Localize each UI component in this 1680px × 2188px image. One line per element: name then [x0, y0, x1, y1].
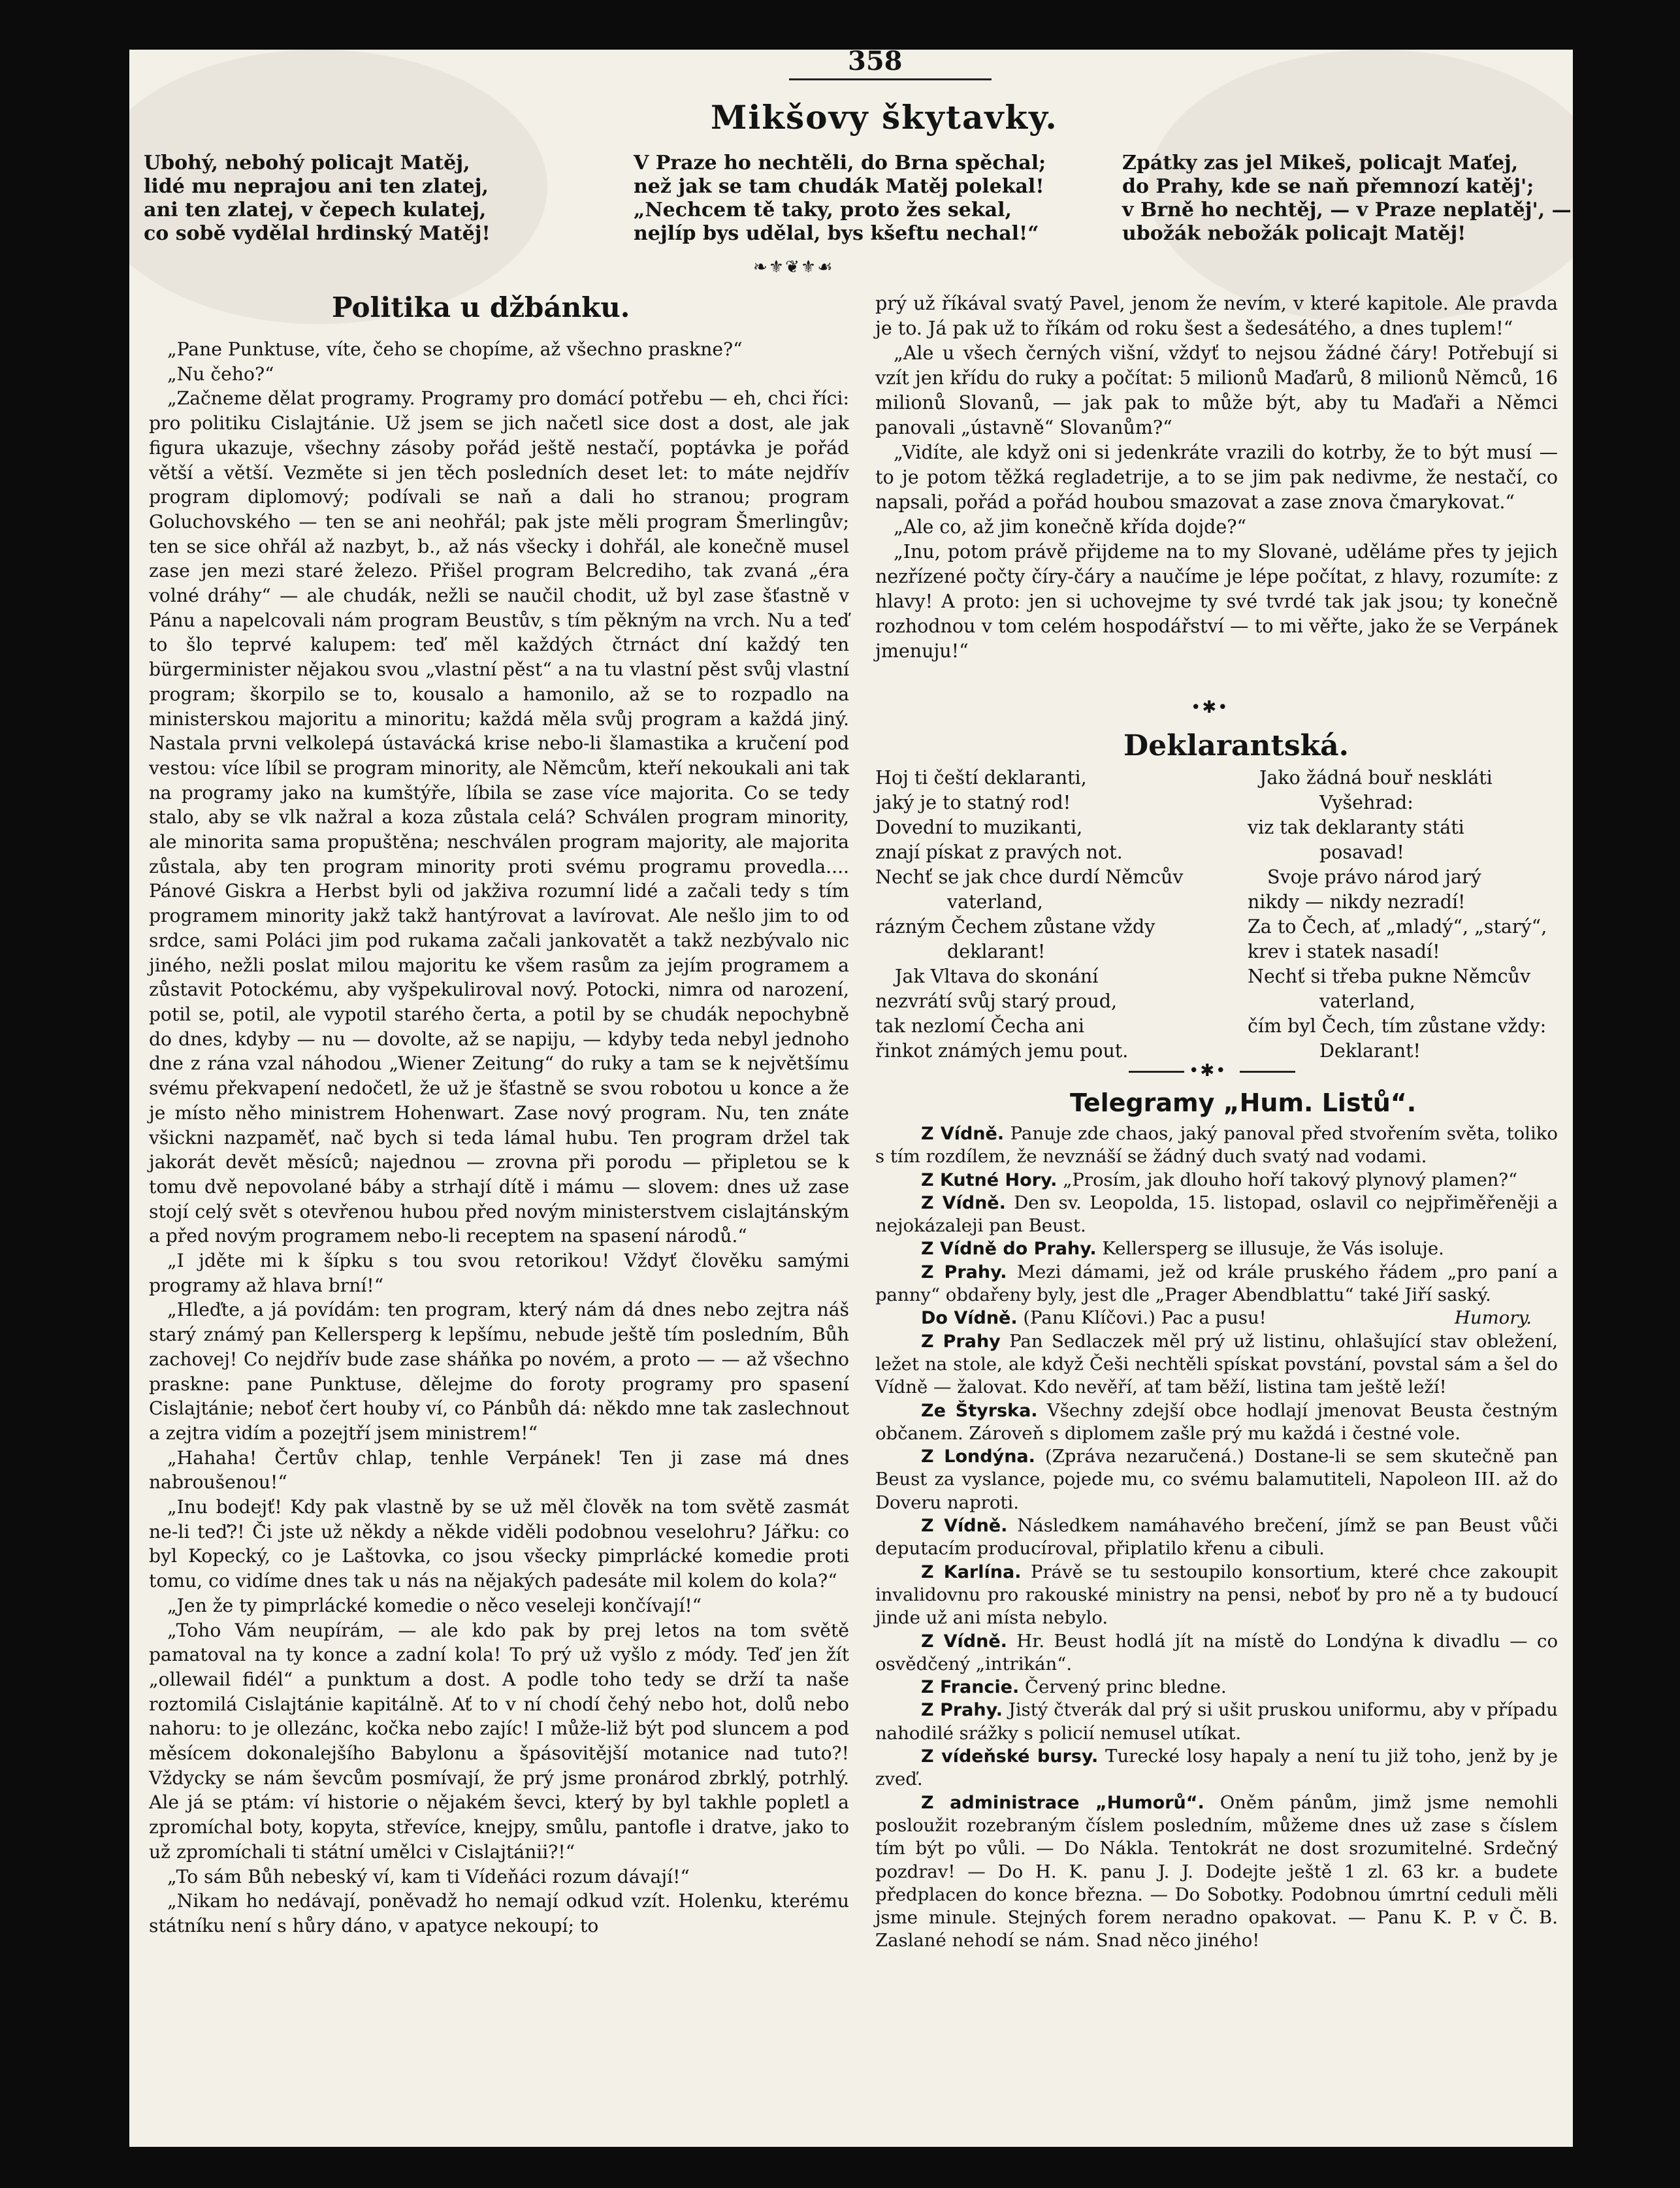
verse-line: Nechť se jak chce durdí Němcův — [875, 866, 1184, 888]
verse-line: posavad! — [1319, 841, 1404, 863]
telegram-place: Z Kutné Hory. — [921, 1169, 1058, 1190]
telegram-place: Z Prahy. — [921, 1700, 1003, 1721]
telegrams-title: Telegramy „Hum. Listů“. — [1070, 1088, 1417, 1117]
telegram-item — [875, 1261, 1558, 1307]
article-paragraph: „Nu čeho?“ — [167, 363, 274, 385]
telegram-place: Z Prahy. — [921, 1262, 1007, 1282]
telegram-place: Z Prahy — [921, 1331, 1001, 1352]
verse-line: Dovední to muzikanti, — [875, 817, 1083, 838]
telegram-item — [875, 1122, 1558, 1169]
verse-line: Jako žádná bouř neskláti — [1259, 767, 1493, 789]
verse-line: nikdy — nikdy nezradí! — [1248, 891, 1466, 913]
verse-line: deklarant! — [947, 941, 1046, 962]
telegram-text: Všechny zdejší obce hodlají jmenovat Beusta čestným občanem. Zároveň s diplomem zašle prý mu každá i čestné vole. — [875, 1399, 1558, 1444]
article-paragraph: „I jděte mi k šípku s tou svou retorikou! Vždyť člověku samými programy až hlava brní!“ — [149, 1250, 849, 1296]
telegram-place: Z Vídně. — [921, 1631, 1007, 1652]
telegram-text: Jistý čtverák dal prý si ušit pruskou uniformu, aby v případu nahodilé srážky s policií nemusel utíkat. — [875, 1699, 1558, 1744]
article-paragraph: prý už říkával svatý Pavel, jenom že nevím, v které kapitole. Ale pravda je to. Já pak už to říkám od roku šest a šedesátého, a dnes tuplem!“ — [875, 293, 1558, 339]
telegram-place: Do Vídně. — [921, 1308, 1018, 1329]
article-title: Politika u džbánku. — [332, 291, 630, 323]
divider-rule — [1240, 1071, 1295, 1073]
telegram-place: Z Londýna. — [921, 1446, 1035, 1467]
telegram-text: Oněm pánům, jimž jsme nemohli posloužit rozebraným číslem posledním, můžeme dnes už zase s číslem tím být po vůli. — Do Nákla. Tentokrát ne dost srozumitelné. Srdečný pozdrav! — Do H. K. panu J. J. Dodejte ještě 1 zl. 63 kr. a budete předplacen do konce března. — Do Sobotky. Podobnou úmrtní ceduli měli jsme minule. Stejných forem neradno opakovat. — Panu K. P. v Č. B. Zaslané nehodí se nám. Snad něco jiného! — [875, 1791, 1558, 1951]
divider-rule — [1129, 1071, 1184, 1073]
verse-line: Zpátky zas jel Mikeš, policajt Maťej, — [1122, 152, 1519, 174]
article-paragraph: „Toho Vám neupírám, — ale kdo pak by prej letos na tom světě pamatoval na ty konce a zadní kola! To prý už vyšlo z módy. Teď jen žít „ollewail fidél“ a punktum a dost. A podle toho tedy se drží ta naše roztomilá Cislajtánie kapitálně. Ať to v ní chodí čehý nebo hot, dolů nebo nahoru: to je ollezánc, kočka nebo zajíc! I může-liž být pod sluncem a pod měsícem dokonalejšího Babylonu a špásovitější motanice nad tuto?! Vždycky se nám ševcům posmívají, že prý jsme pronárod zbrklý, potrhlý. Ale já se ptám: ví historie o nějakém ševci, který by byl takhle popletl a zpromíchal boty, kopyta, střevíce, knejpy, smůlu, pantofle i dratve, jako to už zpromíchali ti státní umělci v Cislajtánii?!“ — [149, 1619, 849, 1863]
telegram-item — [875, 1445, 1558, 1514]
telegram-item — [875, 1330, 1558, 1399]
verse-line: Deklarant! — [1319, 1040, 1421, 1062]
verse-line: Za to Čech, ať „mladý“, „starý“, — [1248, 916, 1547, 938]
telegram-text: Turecké losy hapaly a není tu již toho, jenž by je zveď. — [875, 1746, 1558, 1790]
telegram-place: Z Vídně. — [921, 1124, 1005, 1144]
article-right-column — [875, 291, 1558, 664]
verse-line: nejlíp bys udělal, bys kšeftu nechal!“ — [634, 222, 1039, 245]
verse-line: jaký je to statný rod! — [875, 792, 1071, 813]
verse-line: Vyšehrad: — [1319, 792, 1413, 813]
verse-line: v Brně ho nechtěj, — v Praze neplatěj', — — [1122, 199, 1572, 221]
telegram-place: Z Francie. — [921, 1677, 1020, 1698]
article-paragraph: „Hleďte, a já povídám: ten program, který nám dá dnes nebo zejtra náš starý známý pan Kellersperg k lepšímu, nebude ještě tím posledním, Bůh zachovej! Co nejdřív bude zase sháňka po novém, a proto — — až všechno praskne: pane Punktuse, dělejme do foroty programy pro spasení Cislajtánie; neboť čert houby ví, co Pánbůh dá: někdo mne tak zaslechnout a zejtra vidím a pozejtří jsem ministrem!“ — [149, 1299, 849, 1444]
section-divider: •✱• — [1189, 1061, 1227, 1081]
verse-line: do Prahy, kde se naň přemnozí katěj'; — [1122, 175, 1534, 198]
verse-line: ubožák nebožák policajt Matěj! — [1122, 222, 1466, 245]
telegram-text: Červený princ bledne. — [1025, 1676, 1227, 1698]
telegram-place: Z Vídně do Prahy. — [921, 1239, 1097, 1260]
page-number: 358 — [848, 50, 903, 76]
article-paragraph: „Začneme dělat programy. Programy pro domácí potřebu — eh, chci říci: pro politiku Cislajtánie. Už jsem se jich načetl sice dost a dost, ale jak figura ukazuje, všechny zásoby pořád ještě nestačí, poptávka je pořád větší a větší. Vezměte si jen těch posledních deset let: to máte nejdřív program diplomový; podívali se naň a dali ho stranou; program Goluchovského — ten se ani neohřál; pak jste měli program Šmerlingův; ten se sice ohřál až nazbyt, b., až nás všecky i dohřál, ale konečně musel zase jen mezi staré železo. Přišel program Belcrediho, tak zvaná „éra volné dráhy“ — ale chudák, nežli se naučil chodit, už byl zase šťastně v Pánu a napelcovali nám program Beustův, s tím pěkným na vrch. Nu a teď to šlo teprvé kalupem: teď měl každých čtrnáct dní každý ten bürgerminister nějakou svou „vlastní pěst“ a na tu vlastní pěst svůj vlastní program; škorpilo se to, kousalo a hamonilo, až se to rozpadlo na ministerskou majoritu a minoritu; každá měla svůj program a každá jiný. Nastala prvni velkolepá ústavácká krise nebo-li šlamastika a kručení pod vestou: více líbil se program minority, ale Němcům, kteří nekoukali ani tak na programy jako na kumštýře, líbila se zase více majorita. Co se tedy stalo, aby se vlk nažral a koza zůstala celá? Schválen program minority, ale minorita sama propuštěna; neschválen program majority, ale majorita zůstala, aby ten program minority proti svému programu provedla.... Pánové Giskra a Herbst byli od jakživa rozumní lidé a začali tedy s tím programem minority jakž takž hantýrovat a lavírovat. Ale nešlo jim to od srdce, sami Poláci jim pod rukama začali jankovatět a takž nezbývalo nic jiného, nežli poslat milou majoritu ke všem rasům za jejím programem a zůstavit Potockému, aby vyšpekuliroval nový. Potocki, nimra od narození, potil se, potil, ale vypotil starého čerta, a potil by se chudák nepochybně do dnes, kdyby — nu — dovolte, až se napiju, — kdyby teda nebyl jednoho dne z rána vzal náhodou „Wiener Zeitung“ do ruky a tam se k největšímu svému překvapení nedočetl, že už je šťastně se svou robotou u konce a že je místo něho ministrem Hohenwart. Zase nový program. Nu, ten znáte všickni nazpaměť, nač bych si teda lámal hubu. Ten program držel tak jakorát devět měsíců; najednou — zrovna při porodu — připletou se k tomu dvě nepovolané báby a strhají dítě i mámu — slovem: dnes už zase stojí celý svět s otevřenou hubou před novým ministerstvem cislajtánským a před novým programem nebo-li receptem na spasení národů.“ — [149, 387, 849, 1247]
telegrams-list — [875, 1122, 1558, 1953]
telegram-item — [875, 1745, 1558, 1791]
telegram-signature: Humory. — [1454, 1307, 1532, 1329]
verse-line: lidé mu neprajou ani ten zlatej, — [144, 175, 489, 198]
telegram-text: Právě se tu sestoupilo konsortium, které chce zakoupit invalidovnu pro rakouské ministry na pensi, neboť by pro ně a ty budoucí jinde už ani místa nebylo. — [875, 1561, 1558, 1629]
verse-line: čím byl Čech, tím zůstane vždy: — [1248, 1015, 1547, 1037]
telegram-text: Hr. Beust hodlá jít na místě do Londýna k divadlu — co osvědčený „intrikán“. — [875, 1630, 1558, 1674]
telegram-item — [875, 1169, 1558, 1192]
top-poem-title: Mikšovy škytavky. — [711, 98, 1058, 137]
telegram-text: „Prosím, jak dlouho hoří takový plynový plamen?“ — [1063, 1169, 1518, 1190]
poem-right-column — [1248, 766, 1568, 1064]
article-paragraph: „Jen že ty pimprlácké komedie o něco veseleji končívají!“ — [167, 1594, 702, 1616]
verse-line: nezvrátí svůj starý proud, — [875, 990, 1118, 1012]
telegram-place: Z administrace „Humorů“. — [921, 1792, 1204, 1813]
telegram-item — [875, 1307, 1558, 1330]
verse-line: vaterland, — [1319, 990, 1415, 1012]
telegram-text: Panuje zde chaos, jaký panoval před stvořením světa, toliko s tím rozdílem, že nevznáší se žádný duch svatý nad vodami. — [875, 1123, 1558, 1167]
verse-line: Jak Vltava do skonání — [895, 966, 1099, 987]
telegram-item — [875, 1791, 1558, 1953]
telegram-text: (Panu Klíčovi.) Pac a pusu! — [1023, 1307, 1267, 1329]
verse-line: znají pískat z pravých not. — [875, 841, 1123, 863]
article-paragraph: „Ale u všech černých višní, vždyť to nejsou žádné čáry! Potřebují si vzít jen křídu do ruky a počítat: 5 milionů Maďarů, 8 milionů Němců, 16 milionů Slovanů, — jak pak to může být, aby tu Maďaři a Němci panovali „ústavně“ Slovanům?“ — [875, 342, 1558, 438]
telegram-item — [875, 1676, 1558, 1699]
telegram-place: Z Vídně. — [921, 1192, 1006, 1213]
article-paragraph: „Inu, potom právě přijdeme na to my Slovanė, uděláme přes ty jejich nezřízené počty číry-čáry a naučíme je lépe počítat, z hlavy, rozumíte: z hlavy! A proto: jen si uchovejme ty své tvrdé tak jak jsou; ty konečně rozhodnou v tom celém hospodářství — to mi věřte, jako že se Verpánek jmenuju!“ — [875, 541, 1558, 662]
section-divider: •✱• — [1191, 698, 1229, 717]
poem-title: Deklarantská. — [1123, 729, 1349, 762]
top-poem-stanza-1 — [144, 152, 509, 246]
article-paragraph: „Ale co, až jim konečně křída dojde?“ — [894, 516, 1247, 538]
verse-line: řinkot známých jemu pout. — [875, 1040, 1129, 1062]
telegram-text: (Zpráva nezaručená.) Dostane-li se sem skutečně pan Beust za vyslance, pojede mu, co svému balamutiteli, Napoleon III. až do Doveru naproti. — [875, 1446, 1558, 1513]
verse-line: viz tak deklaranty státi — [1248, 817, 1464, 838]
poem-left-column — [875, 766, 1215, 1064]
telegram-item — [875, 1699, 1558, 1745]
article-paragraph: „Vidíte, ale když oni si jedenkráte vrazili do kotrby, že to být musí — to je potom těžká regladetrije, a to se jim pak nedivme, že nestačí, co napsali, pořád a pořád houbou smazovat a zase znova čmarykovat.“ — [875, 442, 1558, 513]
article-paragraph: „Nikam ho nedávají, poněvadž ho nemají odkud vzít. Holenku, kterému státníku není s hůry dáno, v apatyce nekoupí; to — [149, 1890, 849, 1936]
verse-line: tak nezlomí Čecha ani — [875, 1015, 1084, 1037]
ornament-divider: ❧⚜❦⚜☙ — [753, 257, 834, 277]
telegram-text: Pan Sedlaczek měl prý už listinu, ohlašující stav obležení, ležet na stole, ale když Češi nechtěli spískat povstání, povstal sám a šel do Vídně — žalovat. Kdo nevěří, ať tam běží, listina tam ještě leží! — [875, 1330, 1559, 1398]
telegram-text: Den sv. Leopolda, 15. listopad, oslavil co nejpřiměřeněji a nejokázaleji pan Beust. — [875, 1192, 1558, 1237]
article-paragraph: „Pane Punktuse, víte, čeho se chopíme, až všechno praskne?“ — [167, 338, 743, 360]
newspaper-page — [129, 50, 1573, 2147]
telegram-place: Z vídeňské bursy. — [921, 1746, 1099, 1767]
verse-line: vaterland, — [947, 891, 1043, 913]
verse-line: Hoj ti čeští deklaranti, — [875, 767, 1087, 789]
article-paragraph: „Hahaha! Čertův chlap, tenhle Verpánek! Ten ji zase má dnes nabroušenou!“ — [149, 1446, 849, 1494]
telegram-text: Kellersperg se illusuje, že Vás isoluje. — [1102, 1238, 1444, 1260]
article-paragraph: „To sám Bůh nebeský ví, kam ti Vídeňáci rozum dávají!“ — [167, 1865, 690, 1887]
verse-line: Nechť si třeba pukne Němcův — [1248, 966, 1531, 987]
telegram-item — [875, 1192, 1558, 1238]
telegram-item — [875, 1630, 1558, 1676]
telegram-place: Z Karlína. — [921, 1561, 1022, 1582]
verse-line: co sobě vydělal hrdinský Matěj! — [144, 222, 491, 245]
verse-line: ani ten zlatej, v čepech kulatej, — [144, 199, 487, 221]
telegram-place: Ze Štyrska. — [921, 1400, 1038, 1421]
page-number-rule — [789, 78, 992, 80]
article-left-column — [149, 337, 849, 1938]
verse-line: krev i statek nasadí! — [1248, 941, 1440, 962]
article-paragraph: „Inu bodejť! Kdy pak vlastně by se už měl člověk na tom světě zasmát ne-li teď?! Či jste už někdy a někde viděli podobnou veselohru? Jářku: co byl Kopecký, co je Laštovka, co jsou všecky pimprlácké komedie proti tomu, co vidíme dnes tak u nás na nějakých padesáte mil kolem do kola?“ — [149, 1496, 849, 1592]
telegram-item — [875, 1237, 1558, 1260]
verse-line: V Praze ho nechtěli, do Brna spěchal; — [634, 152, 1046, 174]
verse-line: Ubohý, nebohý policajt Matěj, — [144, 152, 470, 174]
telegram-item — [875, 1399, 1558, 1446]
telegram-text: Mezi dámami, jež od krále pruského řádem „pro paní a panny“ obdařeny byly, jest dle „Prager Abendblattu“ také Jiří saský. — [875, 1261, 1558, 1306]
verse-line: Svoje právo národ jarý — [1267, 866, 1481, 888]
top-poem-stanza-3 — [1122, 152, 1572, 246]
telegram-text: Následkem namáhavého brečení, jímž se pan Beust vůči deputacím producíroval, připlatilo křenu a cibuli. — [875, 1515, 1558, 1559]
verse-line: rázným Čechem zůstane vždy — [875, 916, 1155, 938]
telegram-item — [875, 1514, 1558, 1561]
verse-line: „Nechcem tě taky, proto žes sekal, — [634, 199, 1012, 221]
verse-line: než jak se tam chudák Matěj polekal! — [634, 175, 1044, 198]
telegram-item — [875, 1561, 1558, 1630]
telegram-place: Z Vídně. — [921, 1516, 1008, 1537]
top-poem-stanza-2 — [634, 152, 1046, 246]
